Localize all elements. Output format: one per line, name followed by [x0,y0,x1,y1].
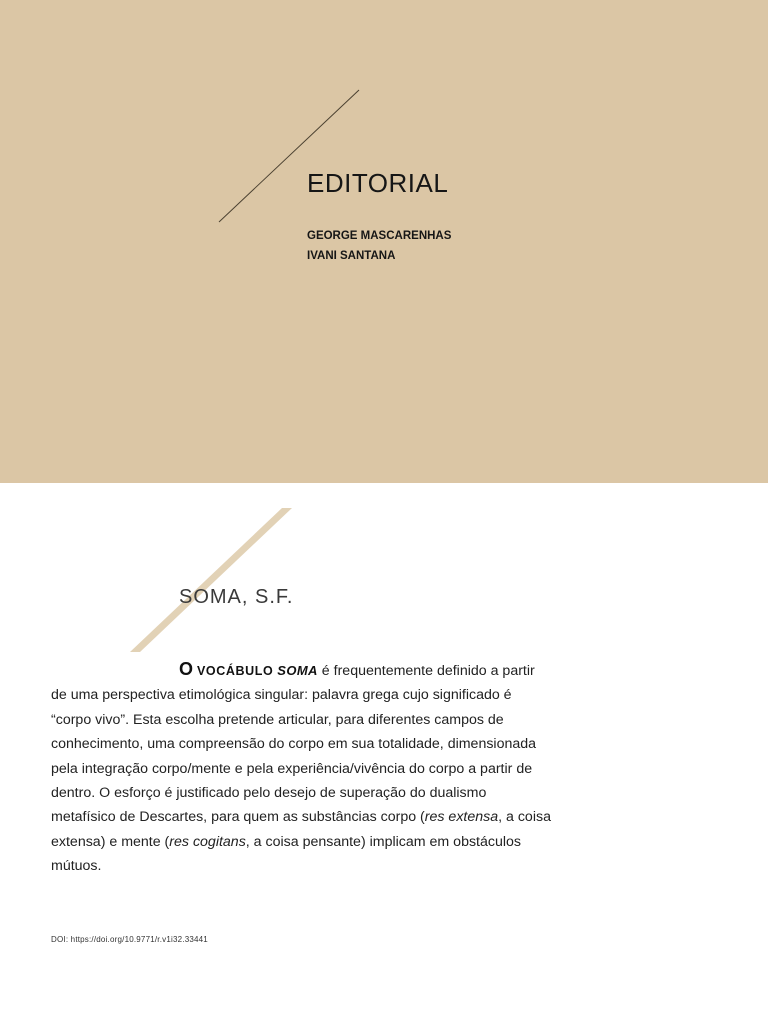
author-name: IVANI SANTANA [307,250,396,262]
drop-cap: O [179,659,194,679]
defined-term: SOMA [277,663,318,678]
body-text: , a coisa extensa) e mente ( [51,809,551,850]
author-name: GEORGE MASCARENHAS [307,230,452,242]
lead-text: é frequentemente definido a partir [317,663,535,679]
lead-smallcaps: VOCÁBULO [196,664,274,678]
paragraph-lead [51,657,551,683]
entry-heading: SOMA, S.F. [179,586,294,608]
body-text: , a coisa pensante) implicam em obstáculos mútuos. [51,833,522,875]
latin-term: res cogitans [169,833,246,850]
section-title: EDITORIAL [307,168,449,198]
body-paragraph [51,657,551,879]
doi-link[interactable]: DOI: https://doi.org/10.9771/r.v1i32.33441 [51,935,208,944]
body-text: de uma perspectiva etimológica singular: palavra grega cujo significado é “corpo vivo”. Esta escolha pretende articular, para diferentes campos de conhecimento, uma compreensão do corpo em sua totalidade, dimensionada pela integração corpo/mente e pela experiência/vivência do corpo a partir de dentro. O esforço é justificado pelo desejo de superação do dualismo metafísico de Descartes, para quem as substâncias corpo ( [51,687,537,826]
latin-term: res extensa [424,809,499,826]
